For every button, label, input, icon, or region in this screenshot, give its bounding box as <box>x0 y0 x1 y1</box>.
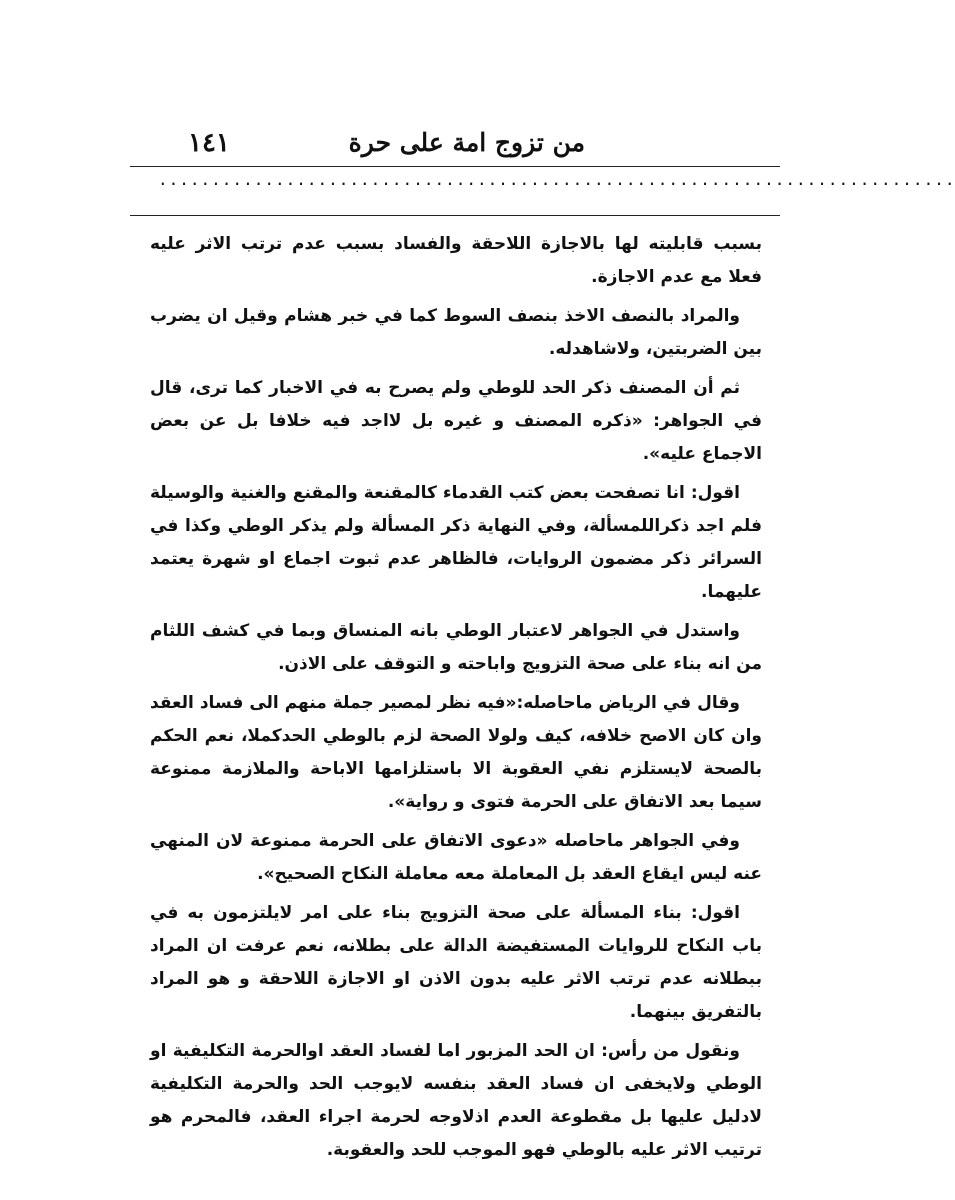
paragraph: ونقول من رأس: ان الحد المزبور اما لفساد العقد اوالحرمة التكليفية او الوطي ولايخفى ان فساد العقد بنفسه لايوجب الحد والحرمة التكليفية لادليل عليها بل مقطوعة العدم اذلاوجه لحرمة اجراء العقد، فالمحرم هو ترتيب الاثر عليه بالوطي فهو الموجب للحد والعقوبة. <box>150 1041 762 1160</box>
paragraph: واستدل في الجواهر لاعتبار الوطي بانه المنساق وبما في كشف اللثام من انه بناء على صحة التزويج واباحته و التوقف على الاذن. <box>150 621 762 674</box>
paragraph: اقول: بناء المسألة على صحة التزويج بناء على امر لايلتزمون به في باب النكاح للروايات المستفيضة الدالة على بطلانه، نعم عرفت ان المراد ببطلانه عدم ترتب الاثر عليه بدون الاذن او الاجازة اللاحقة و هو المراد بالتفريق بينهما. <box>150 903 762 1022</box>
paragraph: والمراد بالنصف الاخذ بنصف السوط كما في خبر هشام وقيل ان يضرب بين الضربتين، ولاشاهدله. <box>150 306 762 359</box>
page-header <box>130 118 780 168</box>
paragraph: وقال في الرياض ماحاصله:«فيه نظر لمصير جملة منهم الى فساد العقد وان كان الاصح خلافه، كيف ولولا الصحة لزم بالوطي الحدكملا، نعم الحكم بالصحة لايستلزم نفي العقوبة الا باستلزامها الاباحة والملازمة ممنوعة سيما بعد الاتفاق على الحرمة فتوى و رواية». <box>150 693 762 812</box>
header-rule-top <box>130 166 780 167</box>
header-rule-bottom <box>130 215 780 216</box>
paragraph: ثم أن المصنف ذكر الحد للوطي ولم يصرح به في الاخبار كما ترى، قال في الجواهر: «ذكره المصنف و غيره بل لااجد فيه خلافا بل عن بعض الاجماع عليه». <box>150 378 762 464</box>
page-number: ١٤١ <box>188 128 230 158</box>
paragraph: اقول: انا تصفحت بعض كتب القدماء كالمقنعة والمقنع والغنية والوسيلة فلم اجد ذكراللمسألة، وفي النهاية ذكر المسألة ولم يذكر الوطي وكذا في السرائر ذكر مضمون الروايات، فالظاهر عدم ثبوت اجماع او شهرة يعتمد عليهما. <box>150 483 762 602</box>
paragraph: وفي الجواهر ماحاصله «دعوى الاتفاق على الحرمة ممنوعة لان المنهي عنه ليس ايقاع العقد بل المعاملة معه معاملة النكاح الصحيح». <box>150 831 762 884</box>
dotted-separator: ........................................................................... <box>158 170 955 189</box>
paragraph: بسبب قابليته لها بالاجازة اللاحقة والفساد بسبب عدم ترتب الاثر عليه فعلا مع عدم الاجازة. <box>150 234 762 287</box>
body-text <box>150 228 762 1173</box>
running-title: من تزوج امة على حرة <box>348 128 585 157</box>
